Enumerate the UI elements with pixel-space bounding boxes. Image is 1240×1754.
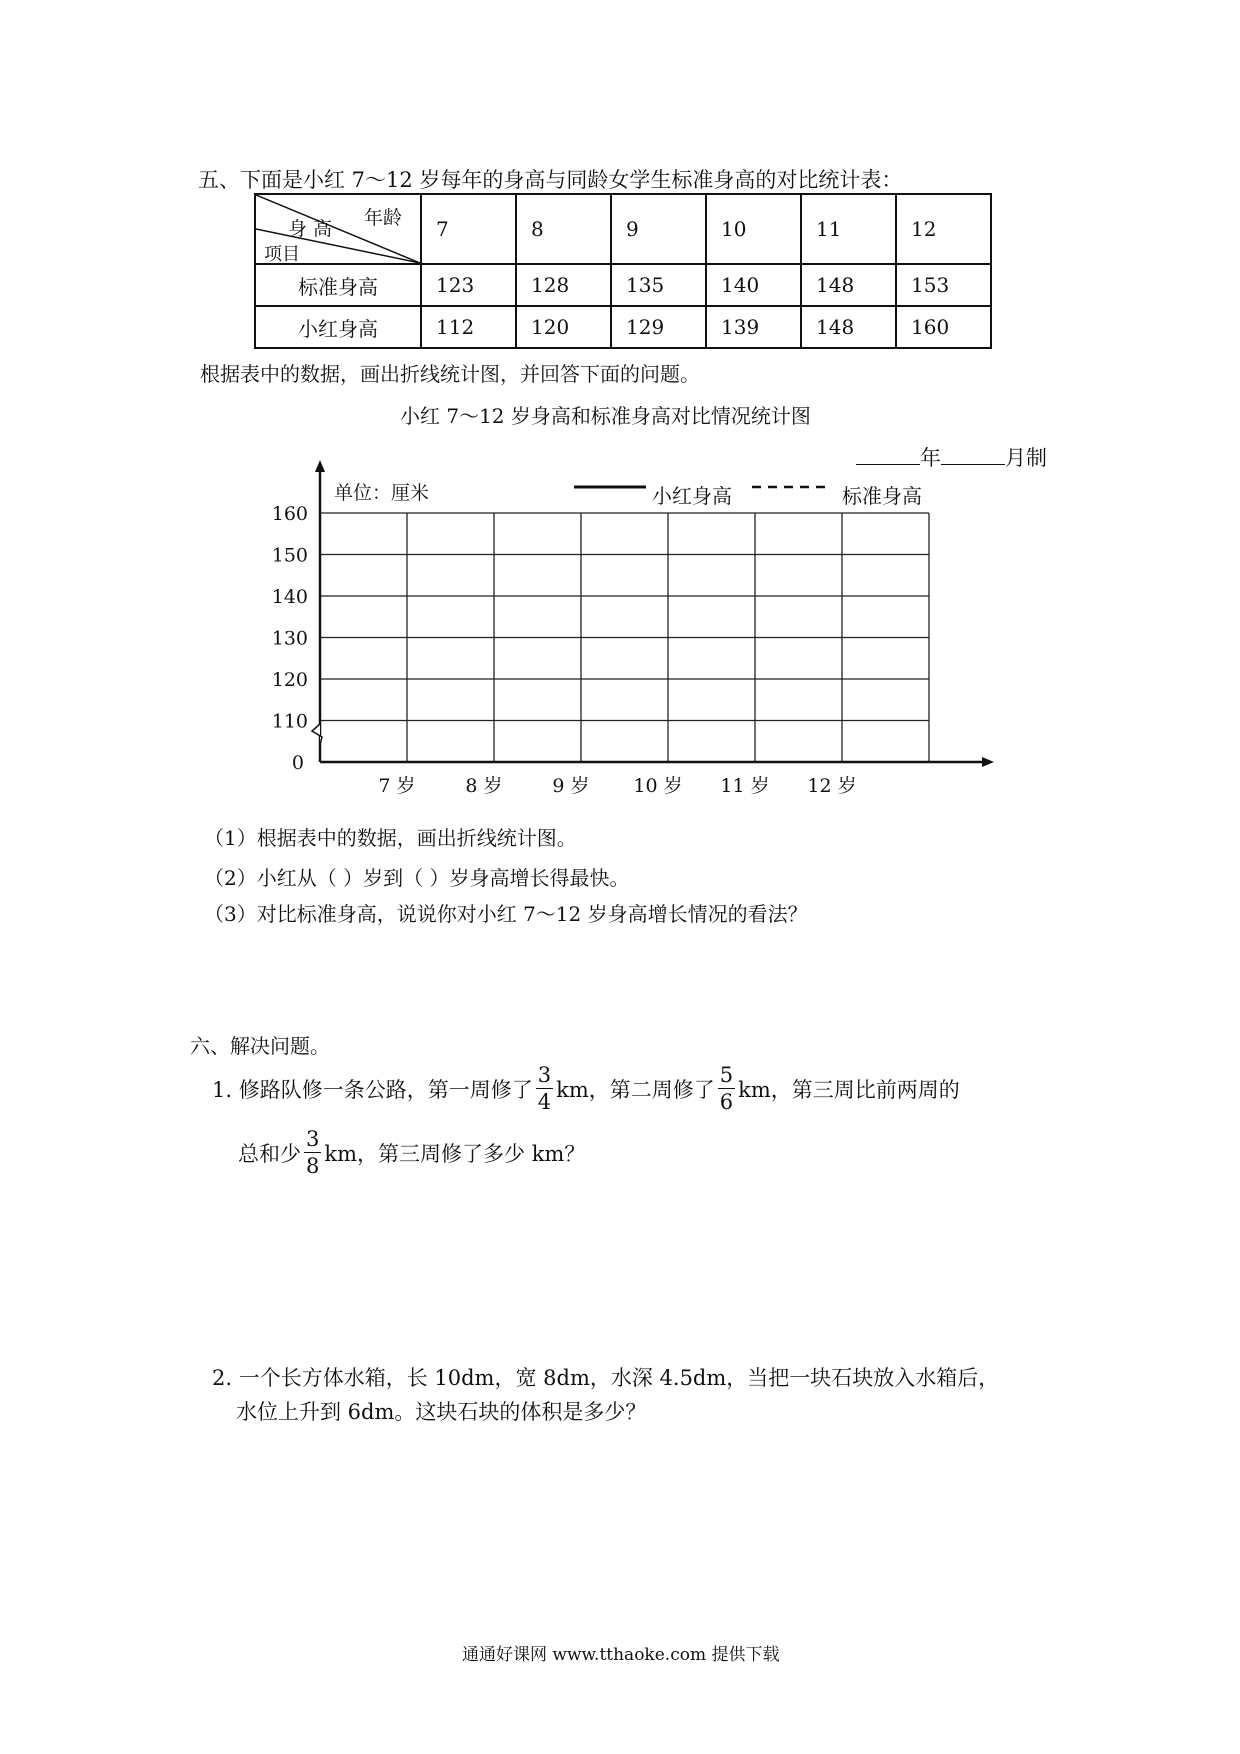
y-tick-label: 110 — [271, 710, 308, 733]
denominator: 8 — [306, 1154, 320, 1178]
x-tick-label: 12 岁 — [807, 775, 857, 797]
problem-1-text: km，第三周比前两周的 — [738, 1077, 960, 1102]
value-cell: 123 — [421, 264, 516, 306]
y-tick-label: 160 — [271, 503, 308, 525]
numerator: 3 — [537, 1063, 552, 1087]
value-cell: 135 — [611, 264, 706, 306]
value-cell: 139 — [706, 306, 801, 348]
question-2: （2）小红从（ ）岁到（ ）岁身高增长得最快。 — [204, 866, 630, 890]
x-axis-arrow — [982, 757, 994, 767]
value-cell: 120 — [516, 306, 611, 348]
y-axis-arrow — [315, 460, 325, 472]
problem-1-text: km，第三周修了多少 km？ — [324, 1141, 586, 1166]
value-cell: 112 — [421, 306, 516, 348]
x-tick-label: 7 岁 — [378, 775, 416, 797]
age-cell: 7 — [421, 194, 516, 264]
legend-label-solid: 小红身高 — [652, 484, 732, 508]
row-label: 小红身高 — [255, 306, 421, 348]
footer-text: 通通好课网 www.tthaoke.com 提供下载 — [462, 1645, 780, 1665]
fraction — [718, 1062, 735, 1115]
age-cell: 10 — [706, 194, 801, 264]
y-tick-label: 150 — [271, 544, 308, 567]
problem-2-line-2: 水位上升到 6dm。这块石块的体积是多少？ — [236, 1400, 647, 1424]
corner-label-height: 身 高 — [288, 218, 333, 240]
y-tick-label: 0 — [291, 752, 304, 774]
question-1: （1）根据表中的数据，画出折线统计图。 — [204, 826, 577, 850]
denominator: 6 — [719, 1090, 734, 1114]
x-tick-label: 10 岁 — [633, 775, 683, 797]
row-label: 标准身高 — [255, 264, 421, 306]
year-label: 年 — [920, 446, 941, 470]
instruction-text: 根据表中的数据，画出折线统计图，并回答下面的问题。 — [200, 362, 700, 386]
line-chart — [0, 0, 1240, 800]
x-tick-label: 9 岁 — [552, 775, 590, 797]
age-cell: 11 — [801, 194, 896, 264]
value-cell: 148 — [801, 264, 896, 306]
age-cell: 12 — [896, 194, 991, 264]
value-cell: 160 — [896, 306, 991, 348]
corner-label-age: 年龄 — [364, 207, 403, 229]
value-cell: 140 — [706, 264, 801, 306]
value-cell: 153 — [896, 264, 991, 306]
chart-title: 小红 7～12 岁身高和标准身高对比情况统计图 — [400, 404, 811, 428]
month-label: 月制 — [1005, 446, 1047, 470]
problem-1-text: 总和少 — [238, 1141, 301, 1166]
section6-heading: 六、解决问题。 — [190, 1034, 330, 1058]
section5-heading: 五、下面是小红 7～12 岁每年的身高与同龄女学生标准身高的对比统计表： — [198, 168, 903, 192]
unit-label: 单位：厘米 — [334, 482, 430, 504]
problem-1-text: km，第二周修了 — [556, 1077, 715, 1102]
value-cell: 128 — [516, 264, 611, 306]
numerator: 5 — [719, 1063, 734, 1087]
denominator: 4 — [537, 1090, 552, 1114]
y-tick-label: 130 — [271, 627, 308, 650]
legend-label-dashed: 标准身高 — [842, 484, 922, 508]
problem-1-line-1 — [212, 1062, 960, 1115]
numerator: 3 — [306, 1127, 320, 1151]
fraction — [536, 1062, 553, 1115]
fraction — [304, 1126, 321, 1179]
value-cell: 129 — [611, 306, 706, 348]
corner-label-item: 项目 — [264, 244, 300, 265]
age-cell: 8 — [516, 194, 611, 264]
problem-1-line-2 — [238, 1126, 585, 1179]
value-cell: 148 — [801, 306, 896, 348]
question-3: （3）对比标准身高，说说你对小红 7～12 岁身高增长情况的看法？ — [204, 902, 808, 926]
x-tick-label: 11 岁 — [720, 775, 770, 797]
y-tick-label: 120 — [271, 669, 308, 691]
y-tick-label: 140 — [271, 586, 308, 608]
age-cell: 9 — [611, 194, 706, 264]
problem-1-text: 1. 修路队修一条公路，第一周修了 — [212, 1077, 533, 1102]
problem-2-line-1: 2. 一个长方体水箱，长 10dm，宽 8dm，水深 4.5dm，当把一块石块放入水箱后， — [212, 1366, 1000, 1390]
x-tick-label: 8 岁 — [465, 775, 503, 797]
